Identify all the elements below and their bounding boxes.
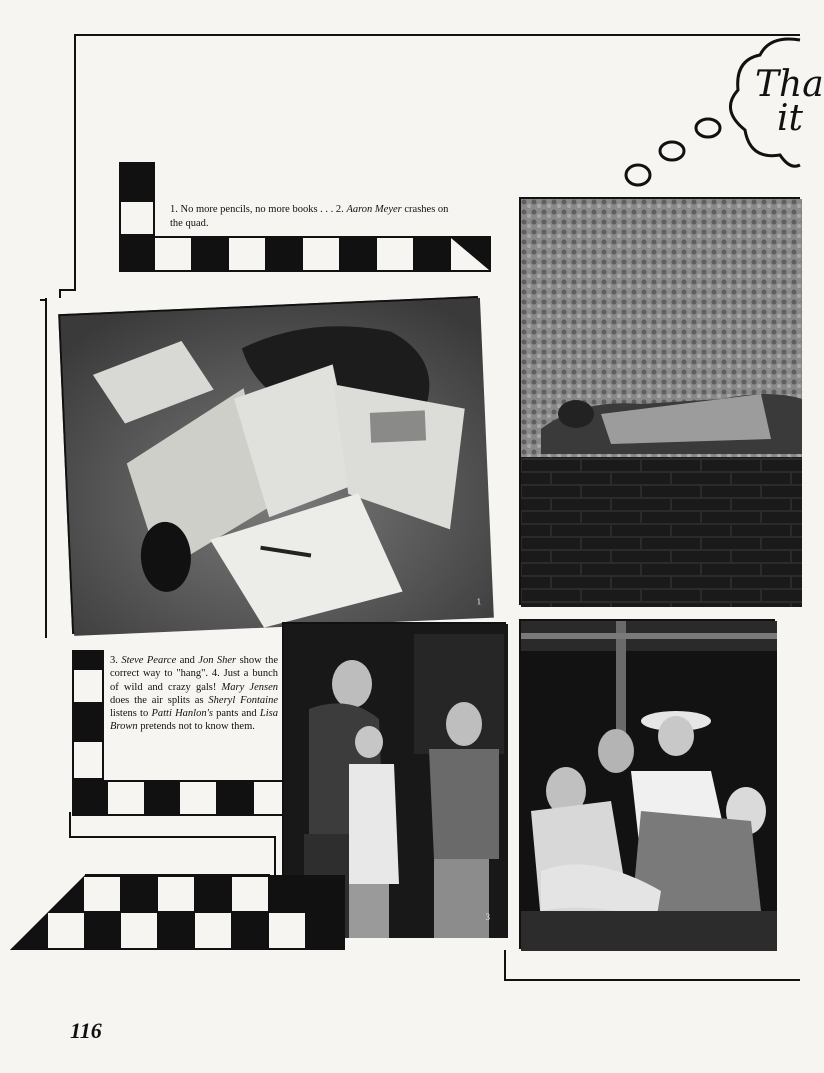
caption-text: pants and [216, 708, 257, 720]
caption-name: Patti Hanlon's [151, 708, 213, 720]
caption-name: Lisa Brown [110, 708, 278, 733]
caption-top-text: the quad. [170, 217, 209, 229]
caption-top [170, 203, 490, 230]
photo-quad [519, 197, 800, 605]
photo-books-number: 1 [476, 596, 482, 607]
caption-text: show the correct way to "hang". 4. Just a bunch of wild and crazy gals! [110, 655, 279, 693]
caption-text: does the air splits as [110, 694, 204, 706]
caption-name: Sheryl Fontaine [208, 694, 279, 706]
thought-text-line2: it [777, 98, 803, 139]
caption-text: listens to [110, 708, 149, 720]
checker-bottom-frame [0, 860, 800, 960]
photo-books [58, 296, 492, 634]
page-number: 116 [70, 1018, 102, 1043]
caption-text: and [179, 655, 195, 666]
caption-text: 3. [110, 655, 118, 666]
checker-top-corner [451, 238, 489, 270]
thought-text-line1: Tha [755, 64, 824, 105]
caption-top-text: 1. No more pencils, no more books . . . 2. [170, 204, 344, 215]
thought-text [755, 64, 824, 139]
caption-name: Jon Sher [198, 655, 237, 666]
caption-name: Steve Pearce [121, 655, 177, 666]
caption-top-text: crashes on [404, 204, 449, 215]
caption-name: Mary Jensen [221, 681, 279, 693]
caption-middle [110, 654, 278, 734]
caption-text: pretends not to know them. [140, 721, 255, 733]
caption-top-name: Aaron Meyer [346, 204, 402, 215]
photo-hang-number: 3 [485, 912, 490, 922]
